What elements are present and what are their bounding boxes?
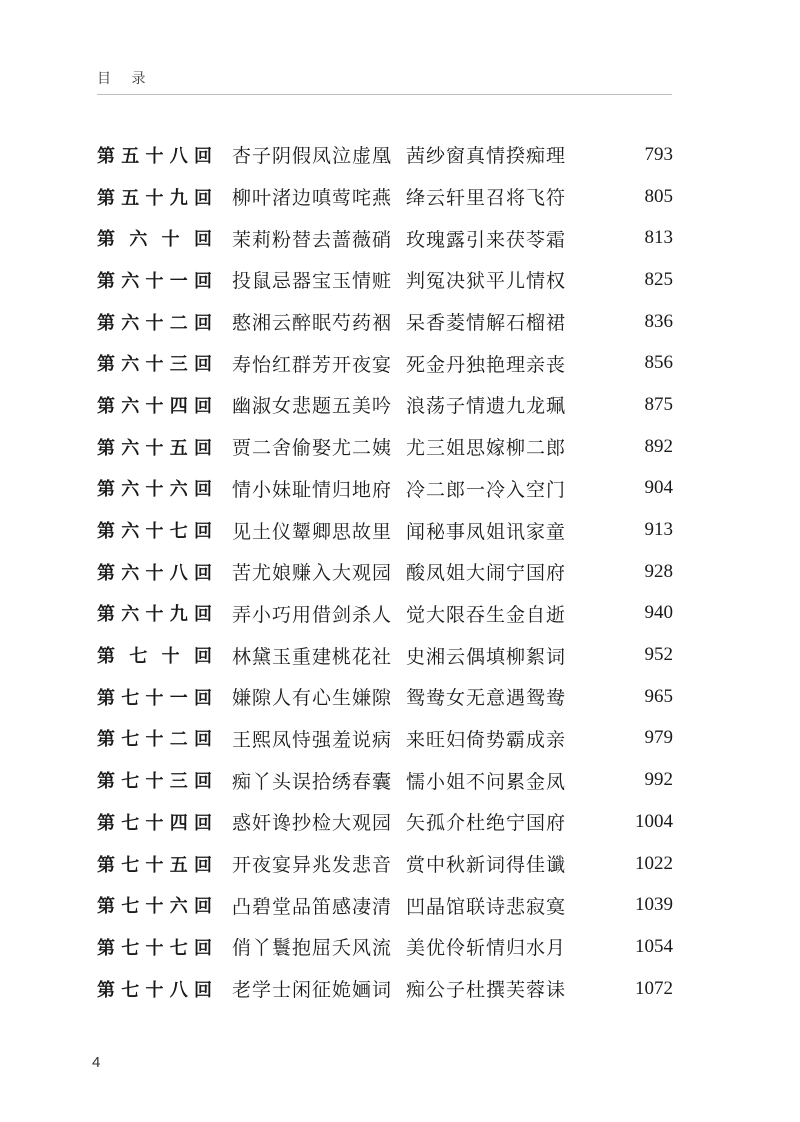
toc-entry[interactable] [97,551,673,593]
toc-entry[interactable] [97,342,673,384]
chapter-page-number: 825 [644,268,673,290]
chapter-page-number: 965 [644,685,673,707]
chapter-number: 第 七 十 四 回 [97,812,212,834]
toc-entry[interactable] [97,926,673,968]
chapter-page-number: 952 [644,644,673,666]
chapter-page-number: 904 [644,477,673,499]
toc-entry[interactable] [97,259,673,301]
toc-entry[interactable] [97,176,673,218]
toc-entry[interactable] [97,968,673,1010]
chapter-title-first-line: 憨湘云醉眠芍药裀 [232,312,393,335]
chapter-page-number: 940 [644,602,673,624]
chapter-title-first-line: 林黛玉重建桃花社 [232,645,393,668]
chapter-number: 第 六 十 四 回 [97,395,212,417]
page-number: 4 [92,1054,101,1071]
chapter-page-number: 928 [644,560,673,582]
chapter-title-second-line: 鸳鸯女无意遇鸳鸯 [406,687,567,710]
chapter-number: 第 七 十 七 回 [97,937,212,959]
chapter-title-second-line: 懦小姐不问累金凤 [406,770,567,793]
chapter-number: 第 六 十 一 回 [97,270,212,292]
chapter-number: 第 六 十 五 回 [97,437,212,459]
chapter-title-first-line: 寿怡红群芳开夜宴 [232,353,393,376]
chapter-title-first-line: 见土仪颦卿思故里 [232,520,393,543]
toc-entry[interactable] [97,301,673,343]
chapter-number: 第 七 十 三 回 [97,771,212,793]
chapter-title-second-line: 凹晶馆联诗悲寂寞 [406,895,567,918]
chapter-page-number: 856 [644,352,673,374]
table-of-contents [97,134,673,1009]
chapter-page-number: 892 [644,435,673,457]
chapter-title-second-line: 尤三姐思嫁柳二郎 [406,437,567,460]
chapter-title-second-line: 死金丹独艳理亲丧 [406,353,567,376]
chapter-title-first-line: 俏丫鬟抱屈夭风流 [232,937,393,960]
chapter-title-first-line: 贾二舍偷娶尤二姨 [232,437,393,460]
toc-entry[interactable] [97,718,673,760]
chapter-page-number: 913 [644,519,673,541]
chapter-number: 第 七 十 二 回 [97,729,212,751]
chapter-number: 第 六 十 七 回 [97,521,212,543]
chapter-title-second-line: 茜纱窗真情揆痴理 [406,145,567,168]
toc-entry[interactable] [97,676,673,718]
running-header: 目 录 [97,71,154,87]
chapter-page-number: 805 [644,185,673,207]
chapter-title-first-line: 凸碧堂品笛感凄清 [232,895,393,918]
chapter-title-first-line: 老学士闲征姽婳词 [232,979,393,1002]
chapter-number: 第 七 十 六 回 [97,896,212,918]
chapter-title-second-line: 玫瑰露引来茯苓霜 [406,228,567,251]
chapter-page-number: 1039 [635,894,673,916]
chapter-page-number: 793 [644,143,673,165]
chapter-page-number: 979 [644,727,673,749]
chapter-number: 第 五 十 九 回 [97,187,212,209]
chapter-number: 第 五 十 八 回 [97,145,212,167]
chapter-title-first-line: 投鼠忌器宝玉情赃 [232,270,393,293]
chapter-title-first-line: 茉莉粉替去蔷薇硝 [232,228,393,251]
toc-entry[interactable] [97,801,673,843]
chapter-title-first-line: 惑奸谗抄检大观园 [232,812,393,835]
chapter-number: 第 六 十 回 [97,229,212,251]
toc-entry[interactable] [97,843,673,885]
chapter-page-number: 1004 [635,810,673,832]
toc-entry[interactable] [97,593,673,635]
chapter-title-second-line: 来旺妇倚势霸成亲 [406,728,567,751]
header-rule [97,94,672,95]
chapter-title-second-line: 判冤决狱平儿情权 [406,270,567,293]
chapter-title-first-line: 弄小巧用借剑杀人 [232,603,393,626]
toc-entry[interactable] [97,509,673,551]
chapter-page-number: 1022 [635,852,673,874]
toc-entry[interactable] [97,759,673,801]
chapter-page-number: 813 [644,227,673,249]
chapter-title-first-line: 苦尤娘赚入大观园 [232,562,393,585]
chapter-page-number: 1054 [635,935,673,957]
chapter-number: 第 六 十 九 回 [97,604,212,626]
chapter-number: 第 七 十 五 回 [97,854,212,876]
chapter-page-number: 992 [644,769,673,791]
toc-entry[interactable] [97,134,673,176]
toc-entry[interactable] [97,884,673,926]
chapter-title-second-line: 绛云轩里召将飞符 [406,187,567,210]
chapter-title-first-line: 幽淑女悲题五美吟 [232,395,393,418]
chapter-number: 第 七 十 八 回 [97,979,212,1001]
chapter-title-first-line: 杏子阴假凤泣虚凰 [232,145,393,168]
chapter-number: 第 六 十 六 回 [97,479,212,501]
chapter-title-second-line: 觉大限吞生金自逝 [406,603,567,626]
chapter-page-number: 875 [644,393,673,415]
chapter-title-second-line: 浪荡子情遗九龙珮 [406,395,567,418]
chapter-title-second-line: 赏中秋新词得佳谶 [406,854,567,877]
chapter-title-second-line: 美优伶斩情归水月 [406,937,567,960]
toc-entry[interactable] [97,384,673,426]
toc-entry[interactable] [97,468,673,510]
toc-entry[interactable] [97,634,673,676]
chapter-title-second-line: 呆香菱情解石榴裙 [406,312,567,335]
chapter-title-first-line: 情小妹耻情归地府 [232,478,393,501]
chapter-title-first-line: 痴丫头误拾绣春囊 [232,770,393,793]
chapter-page-number: 1072 [635,977,673,999]
chapter-title-first-line: 王熙凤恃强羞说病 [232,728,393,751]
chapter-title-first-line: 开夜宴异兆发悲音 [232,854,393,877]
chapter-title-second-line: 闻秘事凤姐讯家童 [406,520,567,543]
toc-entry[interactable] [97,217,673,259]
chapter-title-first-line: 嫌隙人有心生嫌隙 [232,687,393,710]
chapter-title-second-line: 史湘云偶填柳絮词 [406,645,567,668]
chapter-title-second-line: 冷二郎一冷入空门 [406,478,567,501]
chapter-number: 第 六 十 八 回 [97,562,212,584]
chapter-number: 第 七 十 回 [97,646,212,668]
chapter-number: 第 六 十 三 回 [97,354,212,376]
chapter-title-second-line: 矢孤介杜绝宁国府 [406,812,567,835]
chapter-title-second-line: 痴公子杜撰芙蓉诔 [406,979,567,1002]
chapter-page-number: 836 [644,310,673,332]
chapter-title-second-line: 酸凤姐大闹宁国府 [406,562,567,585]
toc-entry[interactable] [97,426,673,468]
chapter-number: 第 七 十 一 回 [97,687,212,709]
chapter-number: 第 六 十 二 回 [97,312,212,334]
chapter-title-first-line: 柳叶渚边嗔莺咤燕 [232,187,393,210]
